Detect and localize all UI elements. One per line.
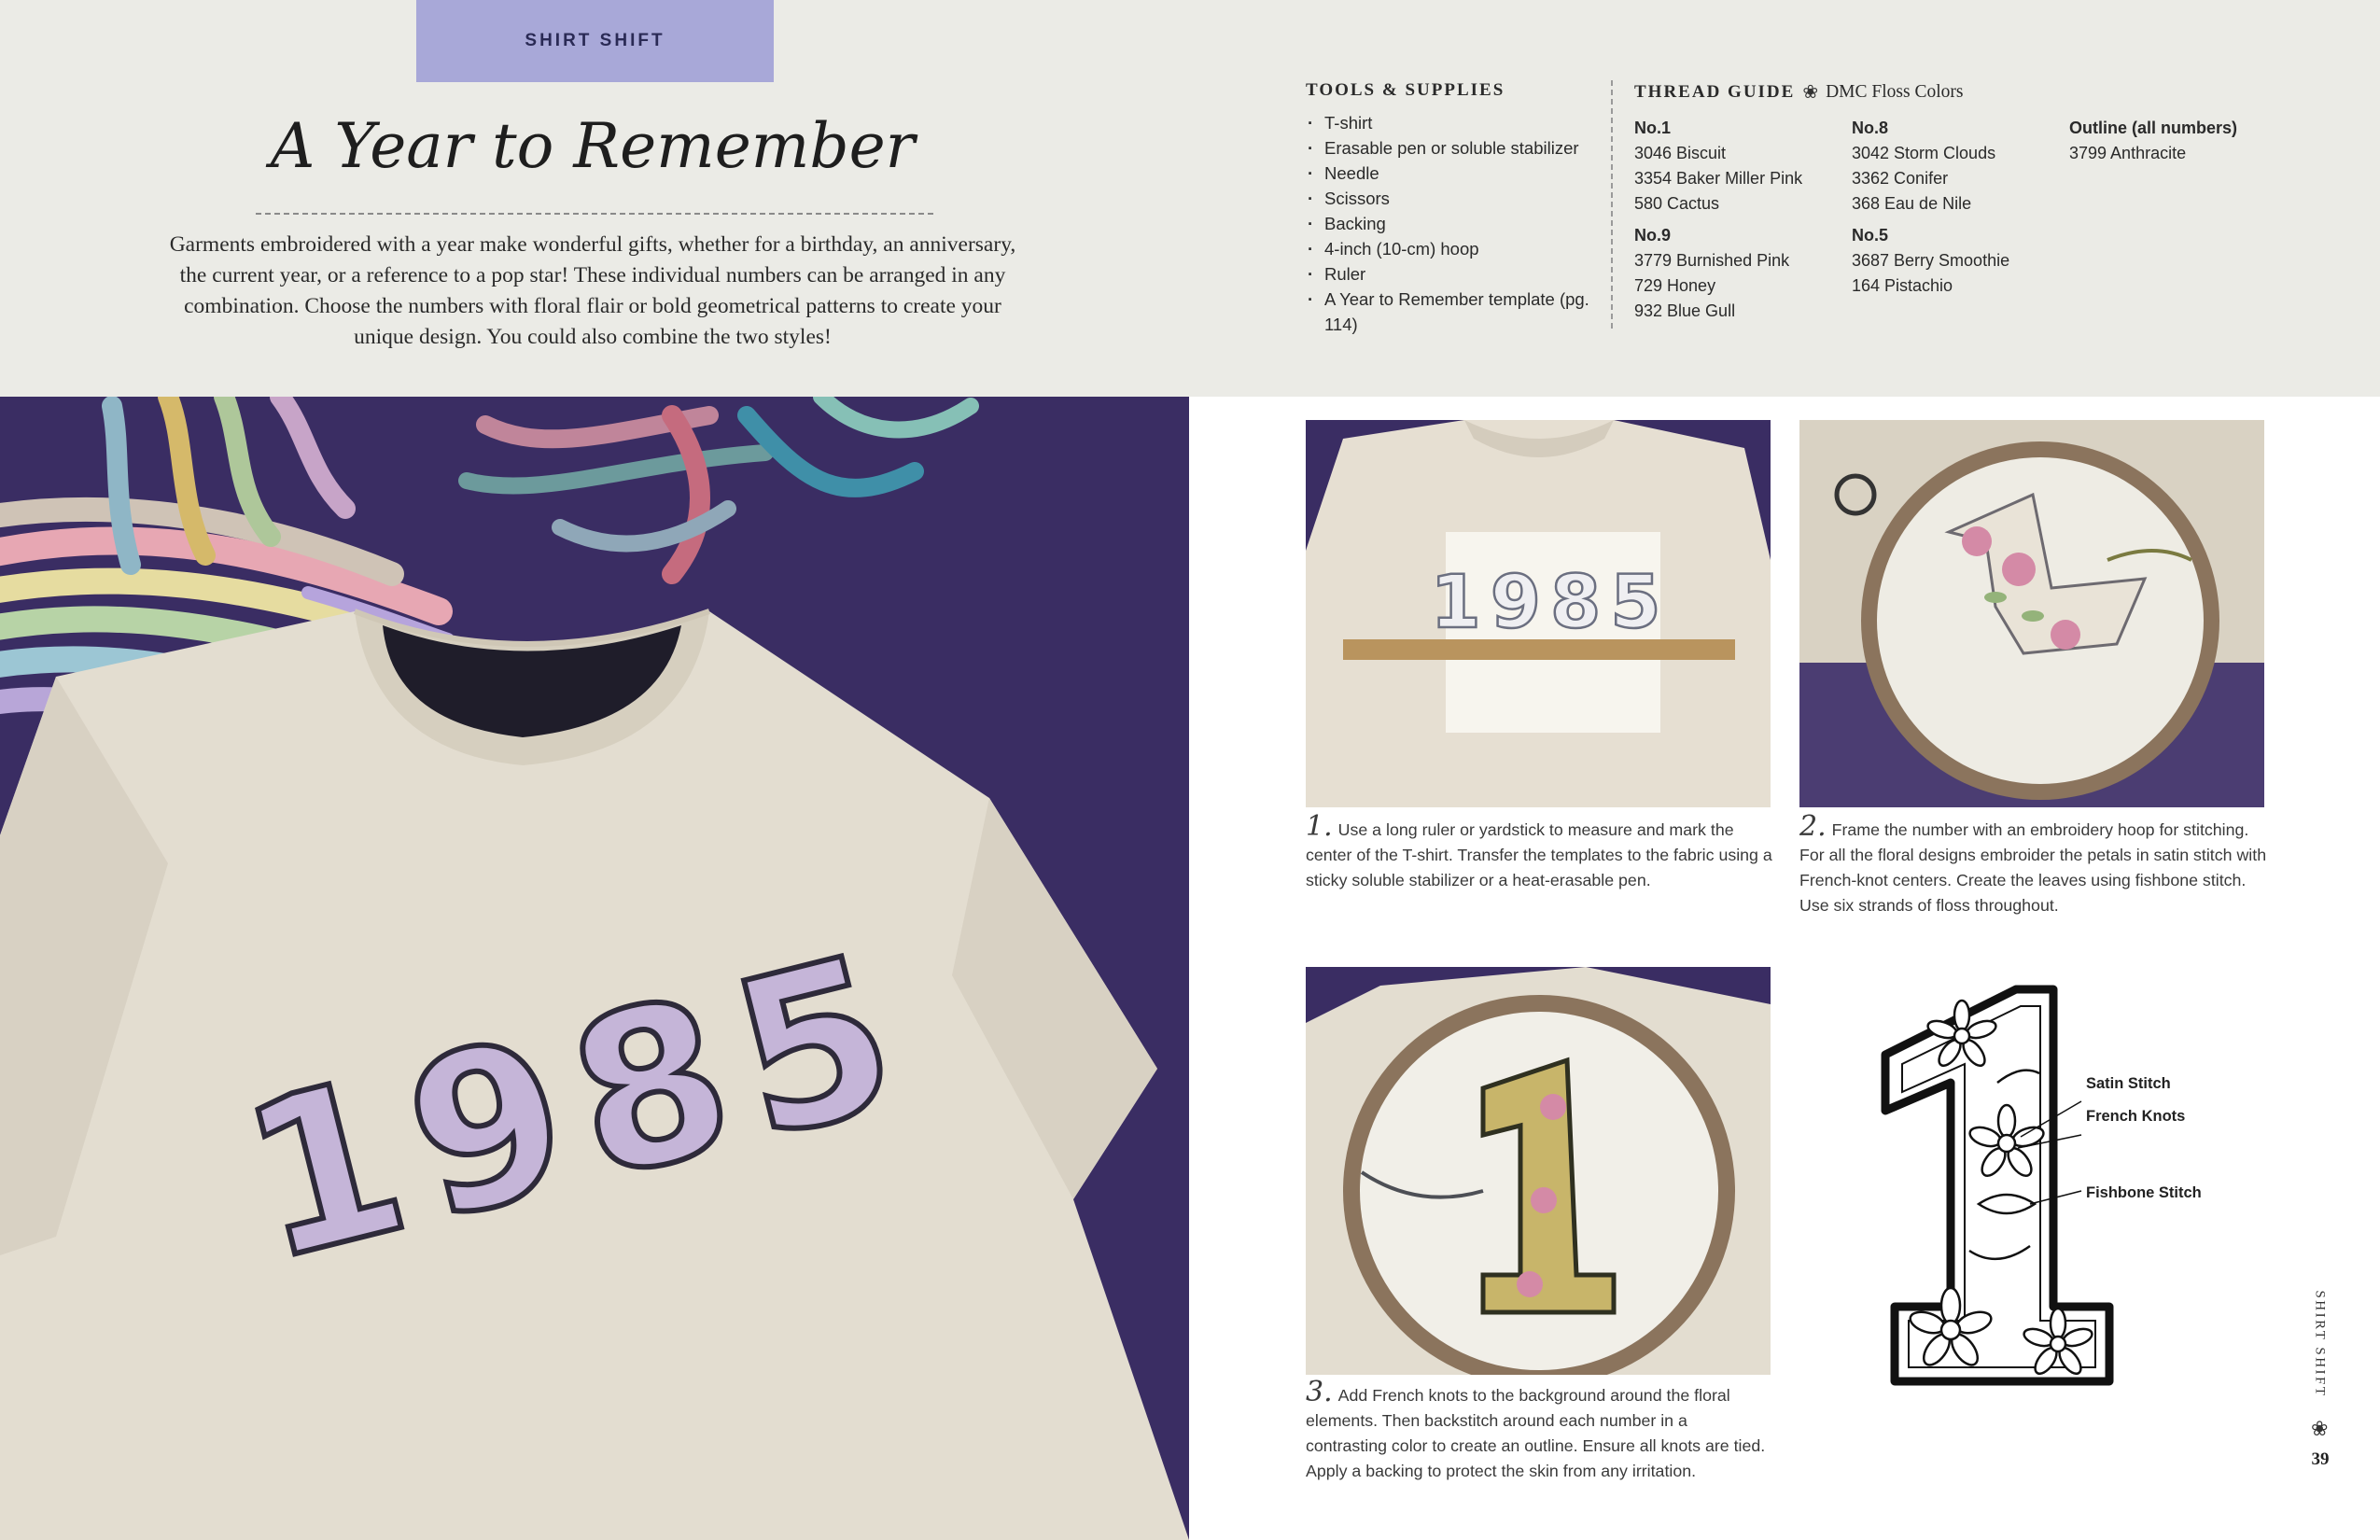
main-photo-shirt — [0, 397, 1189, 1540]
label-french-knots: French Knots — [2086, 1108, 2186, 1125]
title-divider — [256, 213, 933, 215]
tools-item: · Erasable pen or soluble stabilizer — [1306, 135, 1604, 161]
section-tab-label: SHIRT SHIFT — [525, 31, 665, 50]
flower-icon: ❀ — [2311, 1417, 2329, 1440]
thread-group-label: No.5 — [1852, 226, 1889, 245]
step-2-caption — [1799, 810, 2271, 918]
tools-item: · 4-inch (10-cm) hoop — [1306, 236, 1604, 261]
tools-item: · Scissors — [1306, 186, 1604, 211]
step-text: Frame the number with an embroidery hoop for stitching. For all the floral designs embroider the petals in satin stitch with French-knot centers. Create the leaves using fishbone stitch. Use six strands of floss throughout. — [1799, 820, 2267, 915]
step-number: 3. — [1306, 1376, 1333, 1408]
thread-color: 3354 Baker Miller Pink — [1634, 169, 1803, 188]
thread-color: 3042 Storm Clouds — [1852, 144, 1996, 162]
thread-color: 3362 Conifer — [1852, 169, 1949, 188]
step-1-caption — [1306, 810, 1772, 893]
thread-guide-heading: THREAD GUIDE — [1634, 81, 1796, 102]
tools-item: · T-shirt — [1306, 110, 1604, 135]
thread-color: 580 Cactus — [1634, 194, 1720, 213]
label-fishbone-stitch: Fishbone Stitch — [2086, 1184, 2202, 1201]
shirt-embroidered-number: 1985 — [222, 904, 936, 1310]
step-text: Use a long ruler or yardstick to measure and mark the center of the T-shirt. Transfer the templates to the fabric using a sticky soluble stabilizer or a heat-erasable pen. — [1306, 820, 1772, 889]
column-divider — [1611, 80, 1613, 329]
step-1-photo — [1306, 420, 1771, 807]
thread-color: 729 Honey — [1634, 276, 1716, 295]
thread-color: 3046 Biscuit — [1634, 144, 1727, 162]
transfer-template-number: 1985 — [1430, 561, 1671, 645]
step-number: 1. — [1306, 810, 1333, 843]
thread-color: 932 Blue Gull — [1634, 301, 1736, 320]
thread-color: 3799 Anthracite — [2069, 144, 2187, 162]
thread-group-label: No.9 — [1634, 226, 1672, 245]
thread-group-no1 — [1634, 116, 1802, 217]
thread-group-no8 — [1852, 116, 1995, 217]
thread-color: 3687 Berry Smoothie — [1852, 251, 2010, 270]
step-3-caption — [1306, 1376, 1772, 1484]
step-3-photo — [1306, 967, 1771, 1375]
thread-group-label: No.1 — [1634, 119, 1672, 137]
thread-color: 3779 Burnished Pink — [1634, 251, 1790, 270]
flower-icon: ❀ — [1802, 82, 1819, 103]
step-number: 2. — [1799, 810, 1827, 843]
thread-guide — [1634, 80, 2306, 104]
tools-list — [1306, 110, 1604, 337]
running-head-text: SHIRT SHIFT — [2312, 1290, 2328, 1398]
tools-item: · Ruler — [1306, 261, 1604, 287]
step-text: Add French knots to the background around the floral elements. Then backstitch around each number in a contrasting color to create an outline. Ensure all knots are tied. Apply a backing to protect the skin from any irritation. — [1306, 1386, 1766, 1480]
thread-group-label: No.8 — [1852, 119, 1889, 137]
section-tab — [416, 0, 774, 82]
thread-guide-header — [1634, 80, 2306, 104]
intro-paragraph: Garments embroidered with a year make wonderful gifts, whether for a birthday, an anniversary, the current year, or a reference to a pop star! These individual numbers can be arranged in any combination. Choose the numbers with floral flair or bold geometrical patterns to create your unique design. You could also combine the two styles! — [169, 232, 1016, 349]
thread-color: 164 Pistachio — [1852, 276, 1953, 295]
thread-guide-subheading: DMC Floss Colors — [1826, 81, 1964, 102]
thread-group-no5 — [1852, 223, 2009, 299]
running-head — [2305, 1290, 2333, 1398]
label-satin-stitch: Satin Stitch — [2086, 1075, 2171, 1092]
thread-group-outline — [2069, 116, 2237, 166]
stitch-diagram — [1857, 971, 2277, 1400]
tools-item: · Backing — [1306, 211, 1604, 236]
page-number: 39 — [2311, 1449, 2330, 1469]
tools-item: · Needle — [1306, 161, 1604, 186]
thread-color: 368 Eau de Nile — [1852, 194, 1972, 213]
thread-group-no9 — [1634, 223, 1789, 324]
tools-supplies — [1306, 80, 1604, 337]
page-title: A Year to Remember — [270, 110, 916, 182]
step-2-photo — [1799, 420, 2264, 807]
tools-item: · A Year to Remember template (pg. 114) — [1306, 287, 1604, 337]
thread-group-label: Outline (all numbers) — [2069, 119, 2238, 137]
tools-heading: TOOLS & SUPPLIES — [1306, 80, 1505, 100]
